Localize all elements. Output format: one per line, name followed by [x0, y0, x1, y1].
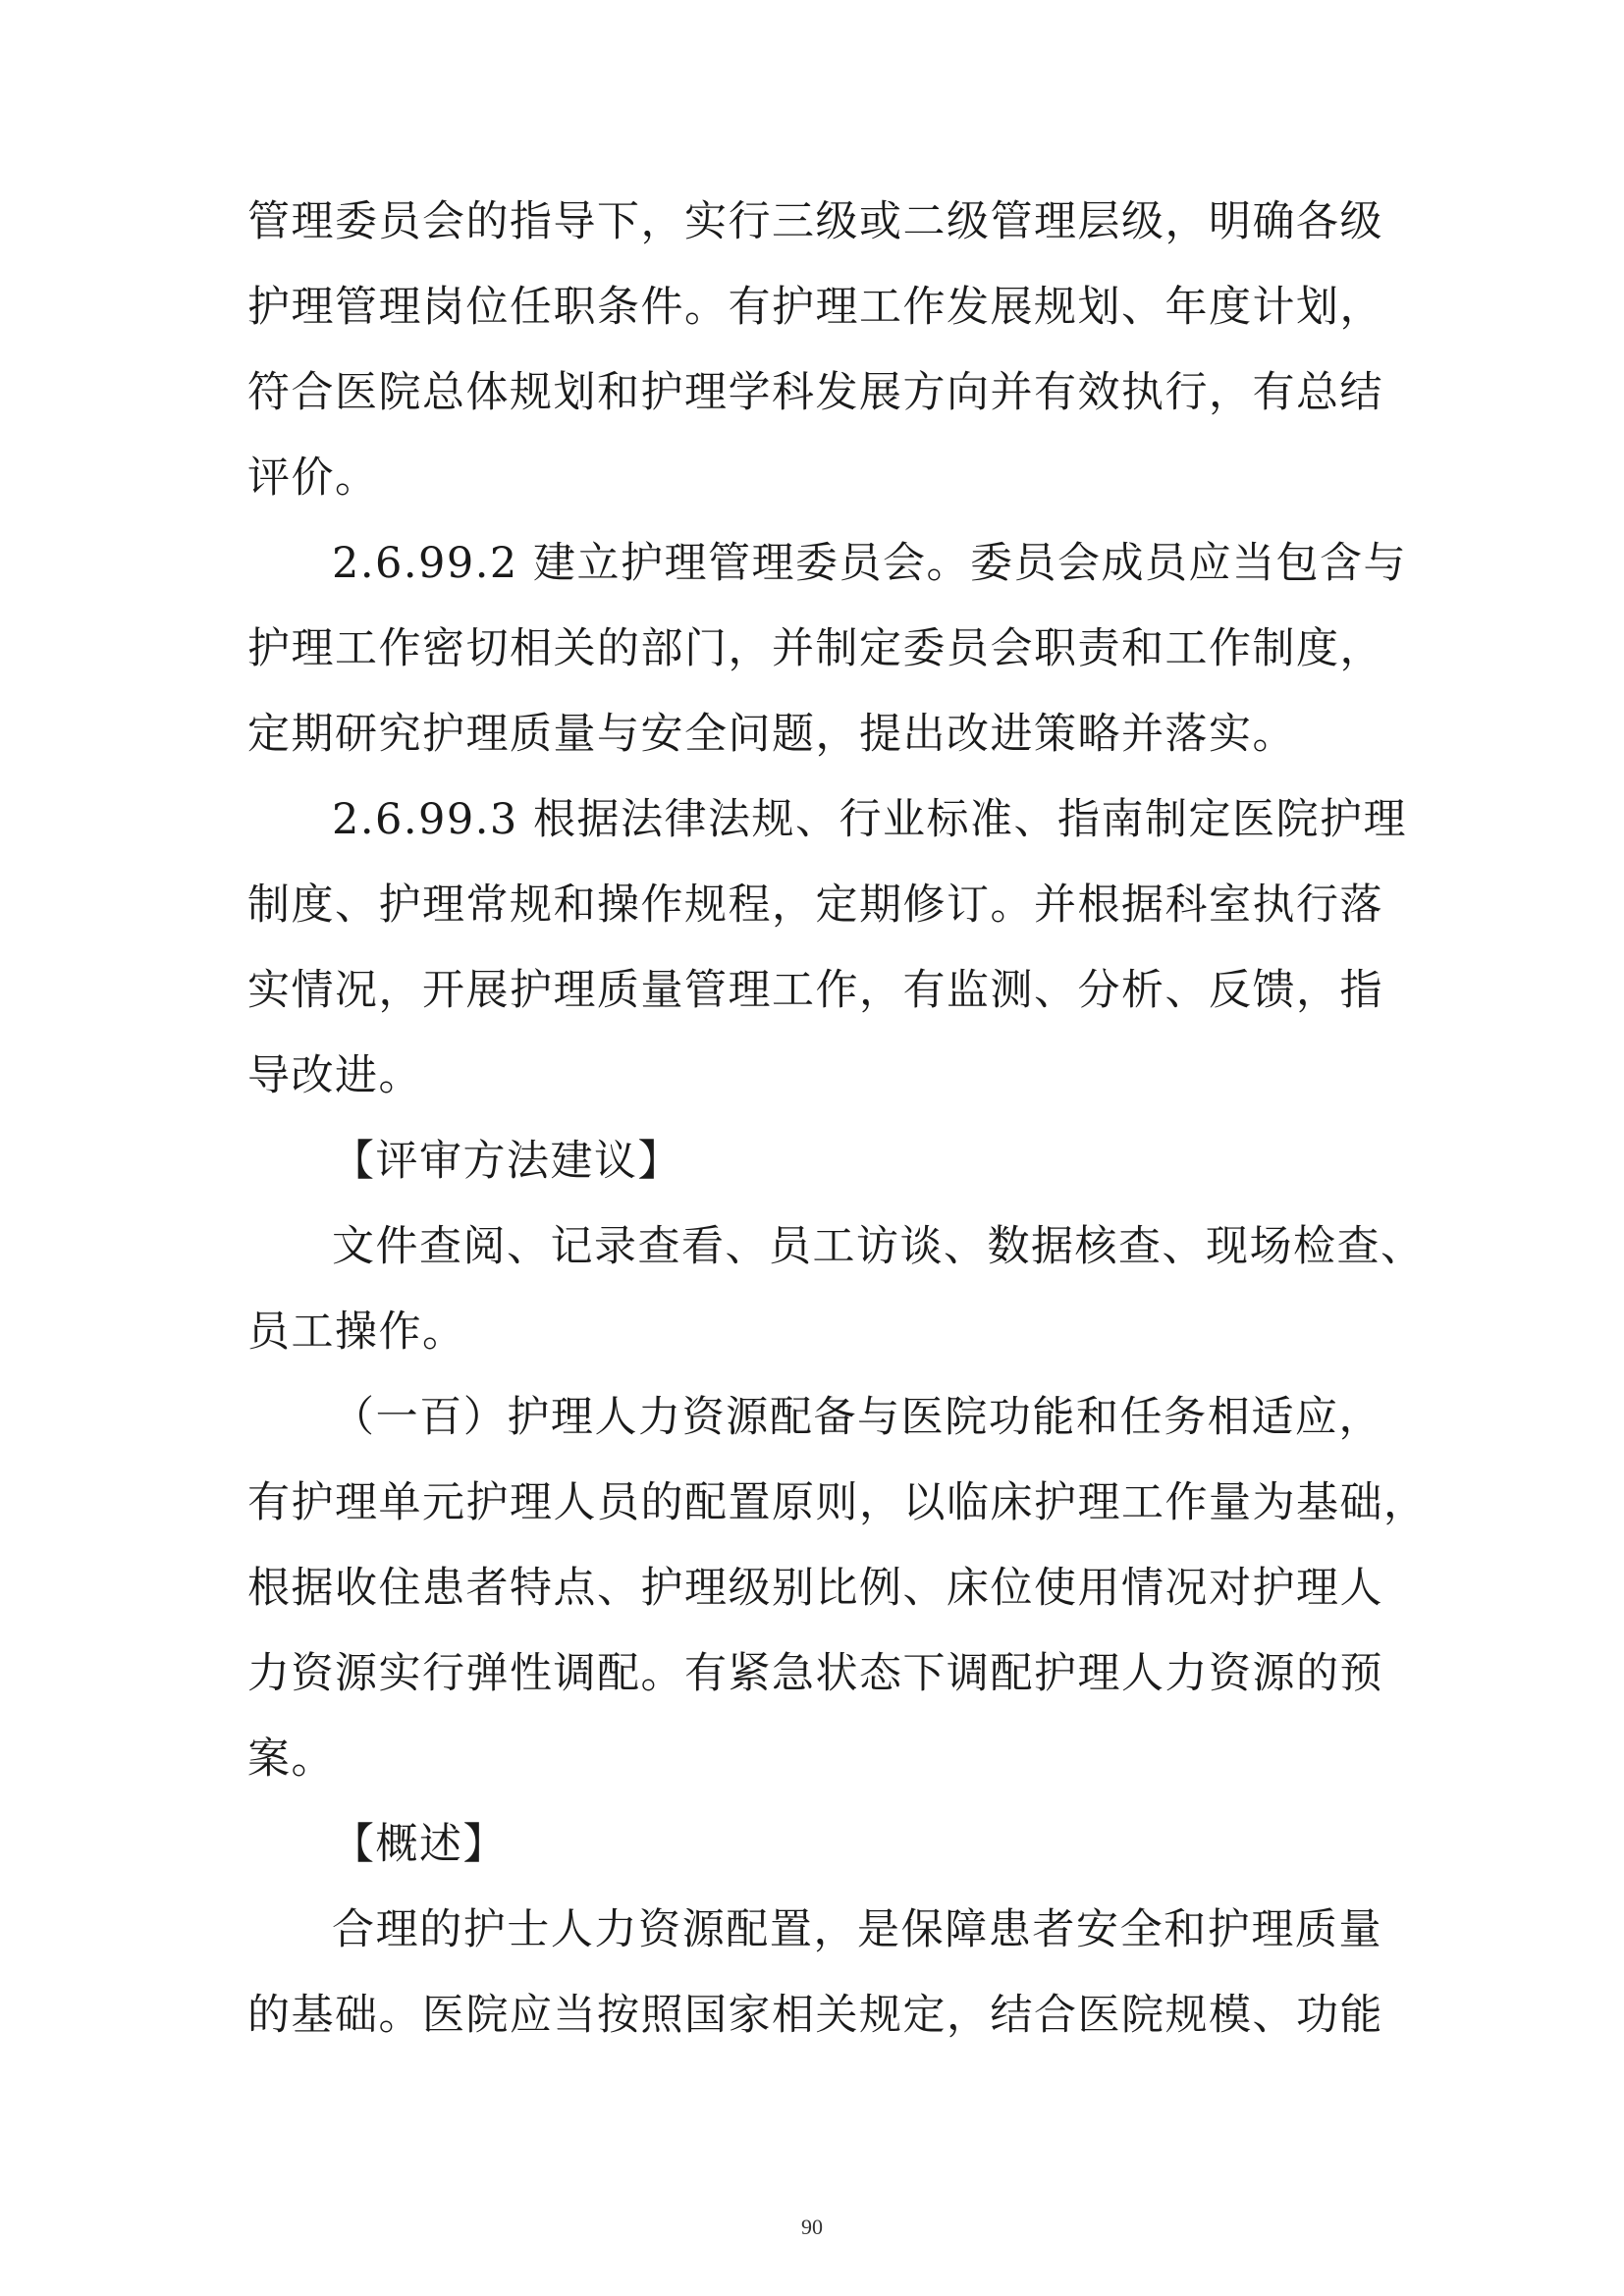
item-2-6-99-3-line: 实情况，开展护理质量管理工作，有监测、分析、反馈，指 — [247, 966, 1383, 1015]
overview-line: 合理的护士人力资源配置，是保障患者安全和护理质量 — [332, 1905, 1382, 1954]
item-2-6-99-2-line: 2.6.99.2 建立护理管理委员会。委员会成员应当包含与 — [332, 539, 1407, 588]
item-2-6-99-3-line: 2.6.99.3 根据法律法规、行业标准、指南制定医院护理 — [332, 795, 1407, 844]
item-100-line: （一百）护理人力资源配备与医院功能和任务相适应， — [332, 1393, 1382, 1442]
section-heading-overview: 【概述】 — [332, 1820, 507, 1869]
item-100-line: 力资源实行弹性调配。有紧急状态下调配护理人力资源的预 — [247, 1649, 1383, 1698]
item-100-line: 有护理单元护理人员的配置原则，以临床护理工作量为基础， — [247, 1478, 1428, 1527]
review-methods-line: 员工操作。 — [247, 1308, 466, 1357]
item-2-6-99-3-line: 导改进。 — [247, 1051, 422, 1100]
item-2-6-99-3-line: 制度、护理常规和操作规程，定期修订。并根据科室执行落 — [247, 881, 1383, 930]
item-2-6-99-2-line: 护理工作密切相关的部门，并制定委员会职责和工作制度， — [247, 624, 1383, 673]
section-heading-review-methods: 【评审方法建议】 — [332, 1137, 681, 1186]
item-100-line: 根据收住患者特点、护理级别比例、床位使用情况对护理人 — [247, 1564, 1383, 1613]
paragraph-line: 符合医院总体规划和护理学科发展方向并有效执行，有总结 — [247, 368, 1383, 417]
page-number: 90 — [801, 2215, 823, 2239]
paragraph-line: 评价。 — [247, 454, 379, 503]
item-2-6-99-2-line: 定期研究护理质量与安全问题，提出改进策略并落实。 — [247, 710, 1296, 759]
review-methods-line: 文件查阅、记录查看、员工访谈、数据核查、现场检查、 — [332, 1222, 1425, 1271]
paragraph-line: 护理管理岗位任职条件。有护理工作发展规划、年度计划， — [247, 283, 1383, 332]
overview-line: 的基础。医院应当按照国家相关规定，结合医院规模、功能 — [247, 1991, 1383, 2040]
paragraph-line: 管理委员会的指导下，实行三级或二级管理层级，明确各级 — [247, 197, 1383, 246]
item-100-line: 案。 — [247, 1735, 335, 1784]
